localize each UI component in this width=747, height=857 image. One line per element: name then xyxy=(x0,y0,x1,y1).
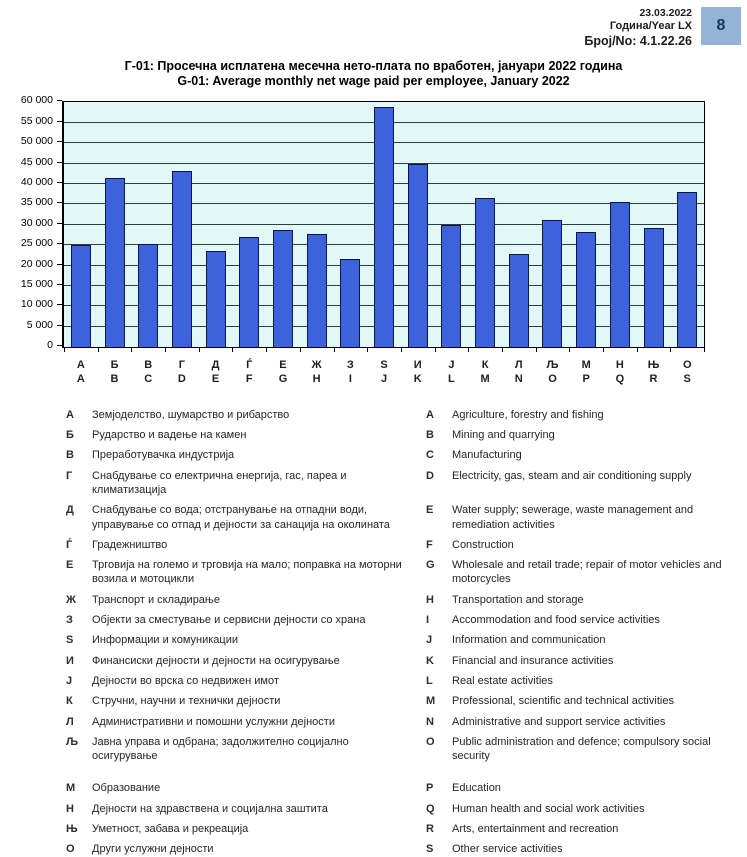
x-tick xyxy=(131,348,165,352)
y-tick-label: 0 xyxy=(47,339,53,352)
bar-slot xyxy=(502,102,536,347)
x-label-latin: K xyxy=(413,372,422,385)
y-tick-label: 10 000 xyxy=(20,298,53,311)
x-label-latin: S xyxy=(683,372,691,385)
x-label-cyrillic: Ѓ xyxy=(246,358,253,371)
y-tick-label: 30 000 xyxy=(20,216,53,229)
bar-R xyxy=(644,228,664,346)
x-label-K xyxy=(401,358,435,386)
legend-text-mk: Информации и комуникации xyxy=(92,634,239,647)
legend-letter-en: I xyxy=(426,614,430,627)
x-tick xyxy=(334,348,368,352)
plot-area xyxy=(62,101,705,348)
legend-letter-mk: З xyxy=(66,614,73,627)
x-label-latin: A xyxy=(76,372,85,385)
bar-O xyxy=(542,220,562,347)
page-number-badge: 8 xyxy=(701,7,741,45)
x-label-N xyxy=(502,358,536,386)
x-label-cyrillic: Д xyxy=(211,358,220,371)
activity-legend xyxy=(66,408,739,857)
bar-slot xyxy=(367,102,401,347)
x-label-cyrillic: Ј xyxy=(448,358,455,371)
bar-slot xyxy=(334,102,368,347)
x-label-cyrillic: Н xyxy=(615,358,624,371)
legend-letter-en: S xyxy=(426,843,434,856)
legend-letter-mk: Ѕ xyxy=(66,634,74,647)
bar-N xyxy=(509,254,529,347)
x-label-A xyxy=(64,358,98,386)
bar-slot xyxy=(401,102,435,347)
chart-plot-row xyxy=(0,94,747,352)
bar-slot xyxy=(468,102,502,347)
legend-letter-mk: Ж xyxy=(66,593,76,606)
legend-letter-en: M xyxy=(426,695,436,708)
bar-slot xyxy=(670,102,704,347)
x-label-cyrillic: А xyxy=(76,358,85,371)
x-label-latin: M xyxy=(480,372,490,385)
legend-letter-mk: Г xyxy=(66,469,73,482)
legend-text-en: Transportation and storage xyxy=(452,593,584,606)
x-axis-ticks xyxy=(64,348,705,352)
y-tick-label: 45 000 xyxy=(20,155,53,168)
x-label-latin: D xyxy=(177,372,186,385)
legend-text-en: Water supply; sewerage, waste management and remediation activities xyxy=(452,504,694,531)
bar-Q xyxy=(610,202,630,347)
legend-letter-en: P xyxy=(426,782,434,795)
x-tick xyxy=(199,348,233,352)
legend-text-en: Wholesale and retail trade; repair of motor vehicles and motorcycles xyxy=(452,559,722,586)
legend-letter-en: C xyxy=(426,449,434,462)
legend-gap xyxy=(66,769,739,775)
y-axis xyxy=(0,94,62,352)
x-tick xyxy=(637,348,671,352)
x-tick xyxy=(98,348,132,352)
x-label-latin: E xyxy=(211,372,220,385)
legend-letter-en: B xyxy=(426,429,434,442)
legend-text-en: Financial and insurance activities xyxy=(452,654,614,667)
legend-text-mk: Трговија на големо и трговија на мало; поправка на моторни возила и мотоцикли xyxy=(92,559,402,586)
legend-letter-en: H xyxy=(426,593,434,606)
x-label-O xyxy=(536,358,570,386)
release-number: Број/No: 4.1.22.26 xyxy=(584,33,692,48)
x-label-latin: J xyxy=(380,372,388,385)
x-label-latin: H xyxy=(312,372,321,385)
x-label-H xyxy=(300,358,334,386)
legend-text-mk: Административни и помошни услужни дејности xyxy=(92,715,335,728)
x-label-G xyxy=(266,358,300,386)
x-label-latin: O xyxy=(548,372,557,385)
y-tick-label: 60 000 xyxy=(20,94,53,107)
legend-text-en: Construction xyxy=(452,538,514,551)
legend-text-mk: Снабдување со вода; отстранување на отпадни води, управување со отпад и дејности за санација на околината xyxy=(92,504,390,531)
x-label-latin: R xyxy=(649,372,658,385)
bar-J xyxy=(374,107,394,346)
bar-slot xyxy=(637,102,671,347)
x-label-latin: B xyxy=(110,372,119,385)
bar-K xyxy=(408,164,428,347)
legend-letter-mk: И xyxy=(66,654,74,667)
wage-bar-chart xyxy=(0,94,747,386)
chart-titles xyxy=(0,59,747,90)
bar-slot xyxy=(232,102,266,347)
legend-text-mk: Финансиски дејности и дејности на осигурување xyxy=(92,654,340,667)
x-tick xyxy=(367,348,401,352)
y-tick-label: 40 000 xyxy=(20,175,53,188)
x-label-cyrillic: В xyxy=(144,358,153,371)
bar-slot xyxy=(199,102,233,347)
header-text-block xyxy=(584,7,692,50)
x-label-R xyxy=(637,358,671,386)
x-label-cyrillic: Л xyxy=(514,358,523,371)
x-label-M xyxy=(468,358,502,386)
legend-letter-en: G xyxy=(426,559,435,572)
x-tick xyxy=(569,348,603,352)
page-header xyxy=(0,0,747,50)
bar-slot xyxy=(131,102,165,347)
x-tick xyxy=(468,348,502,352)
y-tick-label: 20 000 xyxy=(20,257,53,270)
legend-letter-mk: Е xyxy=(66,559,74,572)
x-label-D xyxy=(165,358,199,386)
x-tick xyxy=(232,348,266,352)
x-label-cyrillic: Б xyxy=(110,358,119,371)
x-tick xyxy=(670,348,704,352)
x-label-cyrillic: О xyxy=(682,358,692,371)
x-tick xyxy=(536,348,570,352)
x-tick xyxy=(300,348,334,352)
legend-letter-mk: В xyxy=(66,449,74,462)
x-tick xyxy=(401,348,435,352)
legend-text-en: Public administration and defence; compulsory social security xyxy=(452,735,711,763)
x-label-Q xyxy=(603,358,637,386)
x-label-E xyxy=(199,358,233,386)
y-tick-label: 25 000 xyxy=(20,237,53,250)
legend-text-en: Other service activities xyxy=(452,843,563,856)
legend-letter-mk: А xyxy=(66,408,74,421)
bar-H xyxy=(307,234,327,347)
x-label-latin: I xyxy=(348,372,352,385)
x-label-P xyxy=(569,358,603,386)
legend-text-en: Accommodation and food service activities xyxy=(452,614,660,627)
x-label-cyrillic: Е xyxy=(279,358,287,371)
bar-S xyxy=(677,192,697,346)
bar-B xyxy=(105,178,125,347)
x-tick xyxy=(502,348,536,352)
x-label-latin: C xyxy=(144,372,153,385)
x-tick xyxy=(435,348,469,352)
chart-title-mk: Г-01: Просечна исплатена месечна нето-плата по вработен, јануари 2022 година xyxy=(124,58,623,73)
y-tick-label: 50 000 xyxy=(20,135,53,148)
x-label-S xyxy=(670,358,704,386)
bar-slot xyxy=(98,102,132,347)
x-tick xyxy=(165,348,199,352)
legend-text-mk: Транспорт и складирање xyxy=(92,593,220,606)
legend-letter-mk: Њ xyxy=(66,822,78,835)
legend-letter-en: K xyxy=(426,654,434,667)
legend-text-en: Manufacturing xyxy=(452,449,522,462)
x-label-cyrillic: М xyxy=(581,358,591,371)
legend-letter-en: E xyxy=(426,504,434,517)
x-label-J xyxy=(367,358,401,386)
x-tick xyxy=(266,348,300,352)
bar-L xyxy=(441,225,461,346)
bar-I xyxy=(340,259,360,347)
legend-text-en: Agriculture, forestry and fishing xyxy=(452,408,604,421)
bar-A xyxy=(71,245,91,347)
x-tick xyxy=(64,348,98,352)
x-tick xyxy=(603,348,637,352)
legend-letter-mk: Ѓ xyxy=(66,538,73,551)
legend-text-mk: Уметност, забава и рекреација xyxy=(92,822,249,835)
legend-text-mk: Земјоделство, шумарство и рибарство xyxy=(92,408,290,421)
legend-text-en: Administrative and support service activities xyxy=(452,715,666,728)
legend-text-mk: Градежништво xyxy=(92,538,168,551)
legend-letter-mk: О xyxy=(66,843,75,856)
legend-text-en: Electricity, gas, steam and air conditioning supply xyxy=(452,469,692,482)
legend-text-mk: Дејности во врска со недвижен имот xyxy=(92,674,279,687)
legend-text-mk: Снабдување со електрична енергија, гас, пареа и климатизација xyxy=(92,469,347,496)
x-label-latin: F xyxy=(245,372,253,385)
bar-M xyxy=(475,198,495,347)
bar-slot xyxy=(603,102,637,347)
x-label-cyrillic: И xyxy=(413,358,422,371)
x-label-F xyxy=(232,358,266,386)
legend-letter-en: F xyxy=(426,538,433,551)
legend-letter-mk: Н xyxy=(66,802,74,815)
legend-text-en: Real estate activities xyxy=(452,674,553,687)
y-tick-label: 55 000 xyxy=(20,114,53,127)
x-axis-labels xyxy=(64,358,704,386)
y-tick-label: 35 000 xyxy=(20,196,53,209)
legend-letter-en: A xyxy=(426,408,434,421)
bar-E xyxy=(206,251,226,347)
legend-text-mk: Образование xyxy=(92,782,161,795)
legend-letter-mk: Ј xyxy=(66,674,73,687)
bar-D xyxy=(172,171,192,347)
bar-slot xyxy=(569,102,603,347)
bar-G xyxy=(273,230,293,346)
x-label-L xyxy=(435,358,469,386)
legend-letter-mk: Љ xyxy=(66,735,79,748)
y-tick-label: 15 000 xyxy=(20,278,53,290)
bar-slot xyxy=(435,102,469,347)
x-label-cyrillic: Г xyxy=(178,358,186,371)
x-label-I xyxy=(334,358,368,386)
legend-letter-mk: Д xyxy=(66,504,74,517)
legend-text-en: Professional, scientific and technical activities xyxy=(452,695,674,708)
x-label-C xyxy=(131,358,165,386)
legend-letter-mk: К xyxy=(66,695,73,708)
legend-letter-mk: Л xyxy=(66,715,74,728)
x-label-latin: L xyxy=(448,372,455,385)
legend-text-mk: Стручни, научни и технички дејности xyxy=(92,695,281,708)
legend-letter-en: N xyxy=(426,715,434,728)
bar-slot xyxy=(536,102,570,347)
legend-letter-en: O xyxy=(426,735,435,748)
x-label-cyrillic: З xyxy=(346,358,354,371)
x-label-cyrillic: Ѕ xyxy=(380,358,388,371)
legend-text-mk: Јавна управа и одбрана; задолжително социјално осигурување xyxy=(92,735,349,763)
x-label-cyrillic: Ж xyxy=(311,358,322,371)
legend-text-mk: Дејности на здравствена и социјална заштита xyxy=(92,802,328,815)
legend-text-en: Human health and social work activities xyxy=(452,802,645,815)
legend-text-en: Education xyxy=(452,782,501,795)
bar-C xyxy=(138,244,158,347)
x-label-latin: P xyxy=(582,372,590,385)
bar-P xyxy=(576,232,596,347)
x-label-B xyxy=(98,358,132,386)
release-year: Година/Year LX xyxy=(609,20,692,33)
bar-slot xyxy=(266,102,300,347)
legend-text-mk: Рударство и вадење на камен xyxy=(92,429,247,442)
x-label-latin: G xyxy=(278,372,288,385)
release-date: 23.03.2022 xyxy=(639,7,692,19)
legend-text-en: Information and communication xyxy=(452,634,606,647)
bars-row xyxy=(64,102,704,347)
legend-letter-en: L xyxy=(426,674,433,687)
legend-text-mk: Преработувачка индустрија xyxy=(92,449,235,462)
bar-slot xyxy=(64,102,98,347)
legend-letter-en: D xyxy=(426,469,434,482)
y-tick-label: 5 000 xyxy=(26,318,53,331)
legend-text-mk: Објекти за сместување и сервисни дејности со храна xyxy=(92,614,366,627)
x-label-latin: N xyxy=(514,372,523,385)
legend-text-en: Mining and quarrying xyxy=(452,429,555,442)
legend-letter-en: J xyxy=(426,634,433,647)
bar-slot xyxy=(165,102,199,347)
x-label-cyrillic: Љ xyxy=(546,358,559,371)
legend-text-mk: Други услужни дејности xyxy=(92,843,214,856)
legend-letter-en: R xyxy=(426,822,434,835)
legend-letter-en: Q xyxy=(426,802,435,815)
legend-letter-mk: Б xyxy=(66,429,74,442)
x-label-cyrillic: К xyxy=(481,358,489,371)
chart-title-en: G-01: Average monthly net wage paid per employee, January 2022 xyxy=(177,74,570,89)
bar-slot xyxy=(300,102,334,347)
x-label-cyrillic: Њ xyxy=(647,358,660,371)
x-label-latin: Q xyxy=(615,372,625,385)
legend-text-en: Arts, entertainment and recreation xyxy=(452,822,619,835)
bar-F xyxy=(239,237,259,347)
legend-letter-mk: М xyxy=(66,782,76,795)
